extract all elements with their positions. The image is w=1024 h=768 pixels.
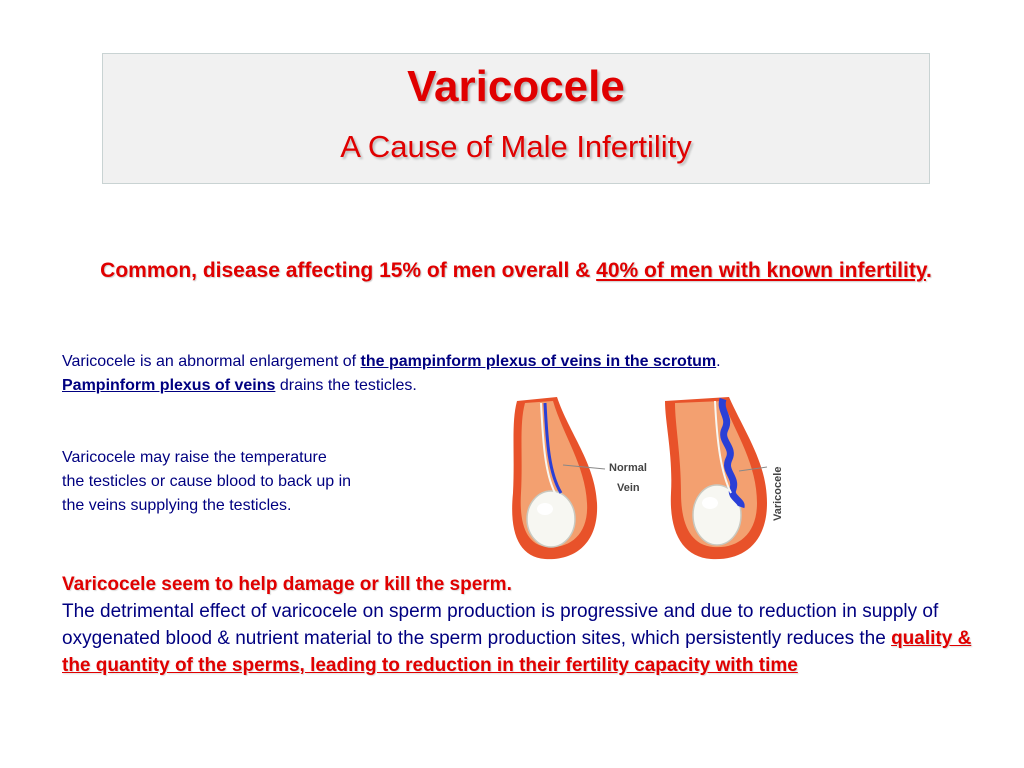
pampinform-plexus-link[interactable]: the pampinform plexus of veins in the scrotum [360,353,717,370]
headline-end: . [925,259,932,282]
headline-text: Common, disease affecting 15% of men overall & [100,259,597,282]
headline [60,256,972,285]
definition-period: . [716,353,721,370]
headline-underlined: 40% of men with known infertility [596,259,926,282]
temperature-line-1: Varicocele may raise the temperature [62,449,327,466]
drains-text: drains the testicles. [275,377,417,394]
definition-text: Varicocele is an abnormal enlargement of [62,353,361,370]
temperature-line-2: the testicles or cause blood to back up in [62,473,352,490]
pampinform-veins-link[interactable]: Pampinform plexus of veins [62,377,276,394]
damage-heading: Varicocele seem to help damage or kill the sperm. [62,574,512,595]
quality-quantity-emphasis: quality & the quantity of the sperms, leading to reduction in their fertility capacity with time [62,628,972,676]
title-main: Varicocele [407,62,625,111]
detrimental-effect-paragraph [62,571,982,679]
temperature-paragraph [62,446,482,518]
normal-label: Normal [609,462,647,474]
definition-paragraph [62,350,962,398]
temperature-line-3: the veins supplying the testicles. [62,497,292,514]
varicocele-scrotum-diagram [665,397,767,559]
title-subtitle: A Cause of Male Infertility [340,129,692,164]
vein-label: Vein [617,482,640,494]
varicocele-label: Varicocele [772,466,784,521]
normal-scrotum-diagram [512,397,605,559]
detrimental-body: The detrimental effect of varicocele on sperm production is progressive and due to reduction in supply of oxygenated blood & nutrient material to the sperm production sites, which persistently reduces the [62,601,939,649]
title-box [102,53,930,184]
varicocele-illustration [505,393,790,563]
